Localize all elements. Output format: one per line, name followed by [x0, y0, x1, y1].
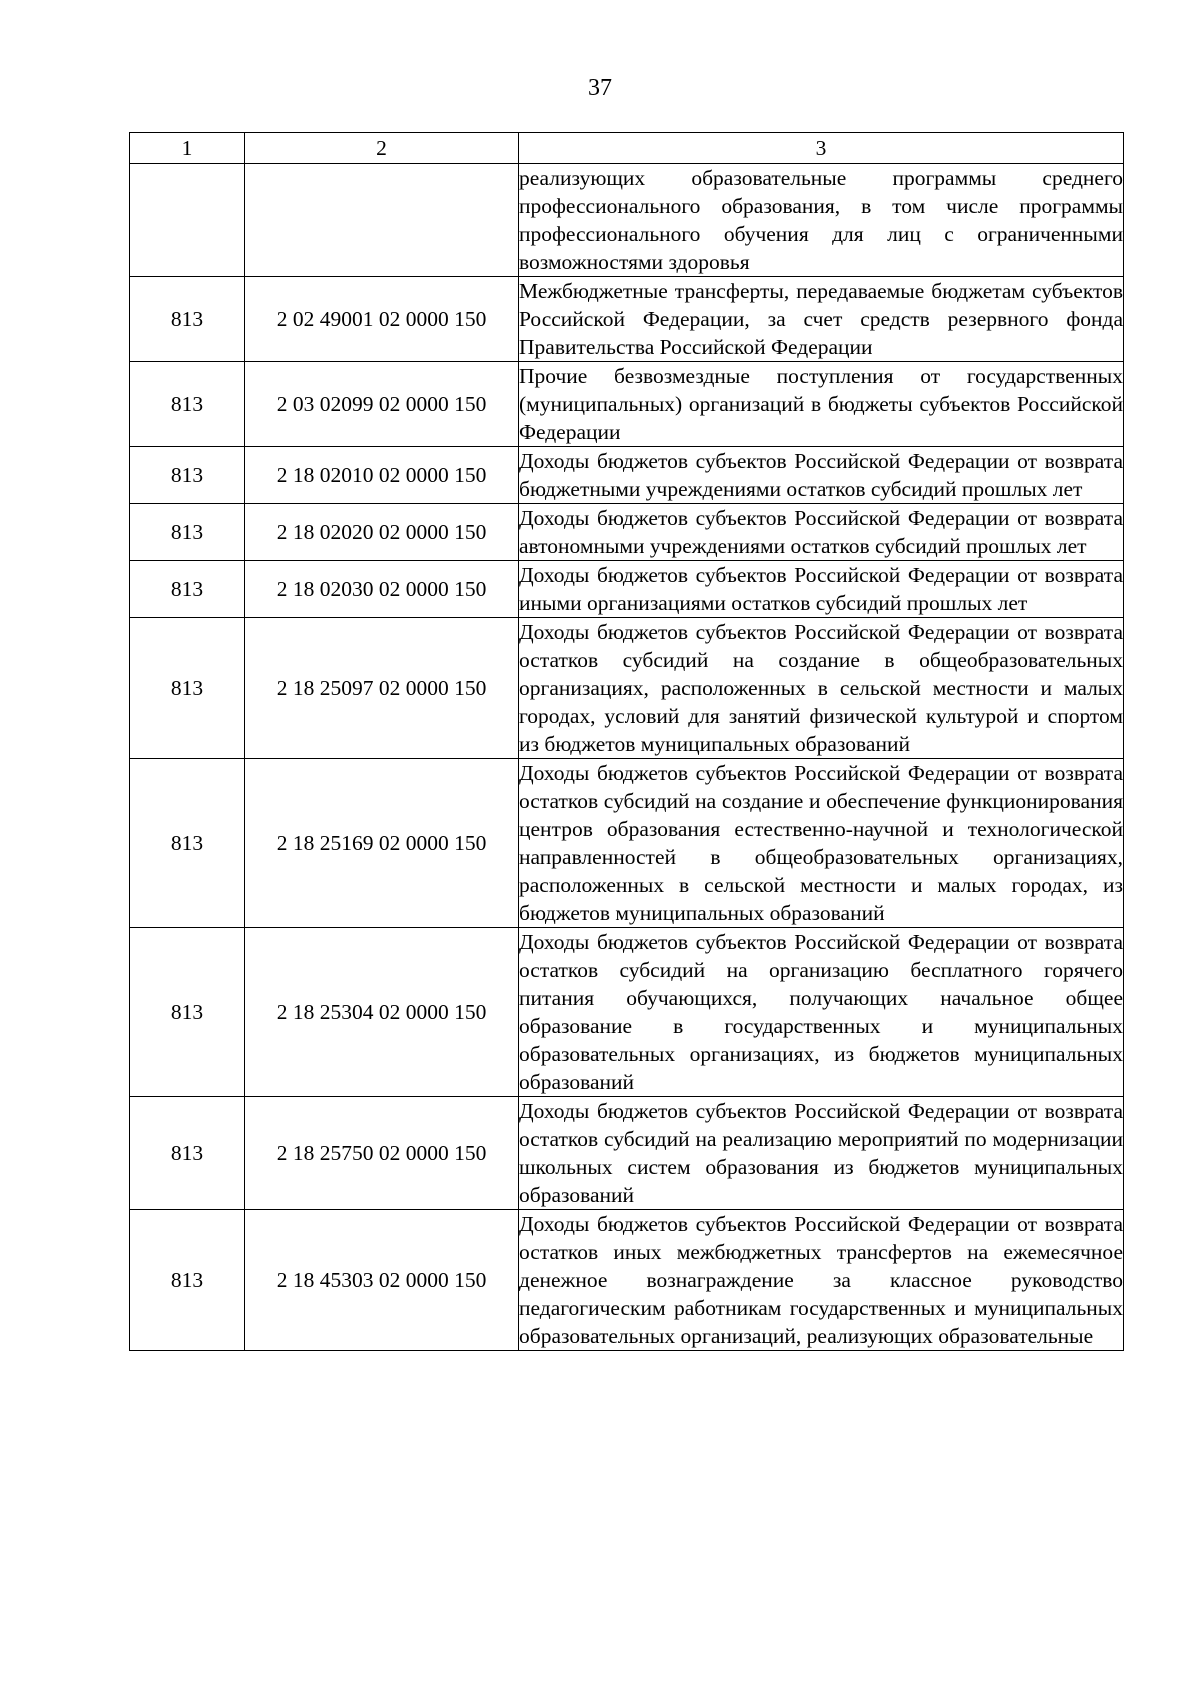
description-cell: Доходы бюджетов субъектов Российской Федерации от возврата остатков субсидий на создание в общеобразовательных организациях, расположенных в сельской местности и малых городах, условий для занятий физической культурой и спортом из бюджетов муниципальных образований — [519, 618, 1124, 759]
budget-code-cell: 2 18 25304 02 0000 150 — [245, 928, 519, 1097]
header-col-3: 3 — [519, 133, 1124, 164]
budget-code-cell: 2 02 49001 02 0000 150 — [245, 277, 519, 362]
header-col-2: 2 — [245, 133, 519, 164]
description-cell: Доходы бюджетов субъектов Российской Федерации от возврата остатков субсидий на создание и обеспечение функционирования центров образования естественно-научной и технологической направленностей в общеобразовательных организациях, расположенных в сельской местности и малых городах, из бюджетов муниципальных образований — [519, 759, 1124, 928]
description-cell: Доходы бюджетов субъектов Российской Федерации от возврата бюджетными учреждениями остатков субсидий прошлых лет — [519, 447, 1124, 504]
admin-code-cell: 813 — [130, 759, 245, 928]
description-cell: Межбюджетные трансферты, передаваемые бюджетам субъектов Российской Федерации, за счет средств резервного фонда Правительства Российской Федерации — [519, 277, 1124, 362]
table-header-row — [130, 133, 1124, 164]
admin-code-cell: 813 — [130, 504, 245, 561]
table-row — [130, 561, 1124, 618]
admin-code-cell — [130, 164, 245, 277]
description-cell: Доходы бюджетов субъектов Российской Федерации от возврата остатков иных межбюджетных трансфертов на ежемесячное денежное вознаграждение за классное руководство педагогическим работникам государственных и муниципальных образовательных организаций, реализующих образовательные — [519, 1210, 1124, 1351]
budget-code-cell: 2 03 02099 02 0000 150 — [245, 362, 519, 447]
admin-code-cell: 813 — [130, 1210, 245, 1351]
budget-code-cell: 2 18 45303 02 0000 150 — [245, 1210, 519, 1351]
description-cell: Доходы бюджетов субъектов Российской Федерации от возврата иными организациями остатков субсидий прошлых лет — [519, 561, 1124, 618]
budget-code-cell: 2 18 25169 02 0000 150 — [245, 759, 519, 928]
budget-code-cell: 2 18 02020 02 0000 150 — [245, 504, 519, 561]
admin-code-cell: 813 — [130, 277, 245, 362]
table-row — [130, 362, 1124, 447]
budget-code-cell: 2 18 25750 02 0000 150 — [245, 1097, 519, 1210]
table-row — [130, 618, 1124, 759]
page-number: 37 — [588, 75, 612, 101]
admin-code-cell: 813 — [130, 618, 245, 759]
table-row — [130, 1210, 1124, 1351]
description-cell: Доходы бюджетов субъектов Российской Федерации от возврата автономными учреждениями остатков субсидий прошлых лет — [519, 504, 1124, 561]
description-cell: Прочие безвозмездные поступления от государственных (муниципальных) организаций в бюджеты субъектов Российской Федерации — [519, 362, 1124, 447]
admin-code-cell: 813 — [130, 928, 245, 1097]
budget-code-cell: 2 18 25097 02 0000 150 — [245, 618, 519, 759]
table-row — [130, 447, 1124, 504]
description-cell: реализующих образовательные программы среднего профессионального образования, в том числе программы профессионального обучения для лиц с ограниченными возможностями здоровья — [519, 164, 1124, 277]
table-row — [130, 759, 1124, 928]
table-row — [130, 164, 1124, 277]
table-row — [130, 928, 1124, 1097]
description-cell: Доходы бюджетов субъектов Российской Федерации от возврата остатков субсидий на организацию бесплатного горячего питания обучающихся, получающих начальное общее образование в государственных и муниципальных образовательных организациях, из бюджетов муниципальных образований — [519, 928, 1124, 1097]
admin-code-cell: 813 — [130, 1097, 245, 1210]
codes-table — [129, 132, 1124, 1351]
header-col-1: 1 — [130, 133, 245, 164]
description-cell: Доходы бюджетов субъектов Российской Федерации от возврата остатков субсидий на реализацию мероприятий по модернизации школьных систем образования из бюджетов муниципальных образований — [519, 1097, 1124, 1210]
budget-code-cell: 2 18 02030 02 0000 150 — [245, 561, 519, 618]
admin-code-cell: 813 — [130, 362, 245, 447]
admin-code-cell: 813 — [130, 561, 245, 618]
table-row — [130, 277, 1124, 362]
budget-code-cell: 2 18 02010 02 0000 150 — [245, 447, 519, 504]
admin-code-cell: 813 — [130, 447, 245, 504]
table-row — [130, 1097, 1124, 1210]
table-row — [130, 504, 1124, 561]
budget-code-cell — [245, 164, 519, 277]
